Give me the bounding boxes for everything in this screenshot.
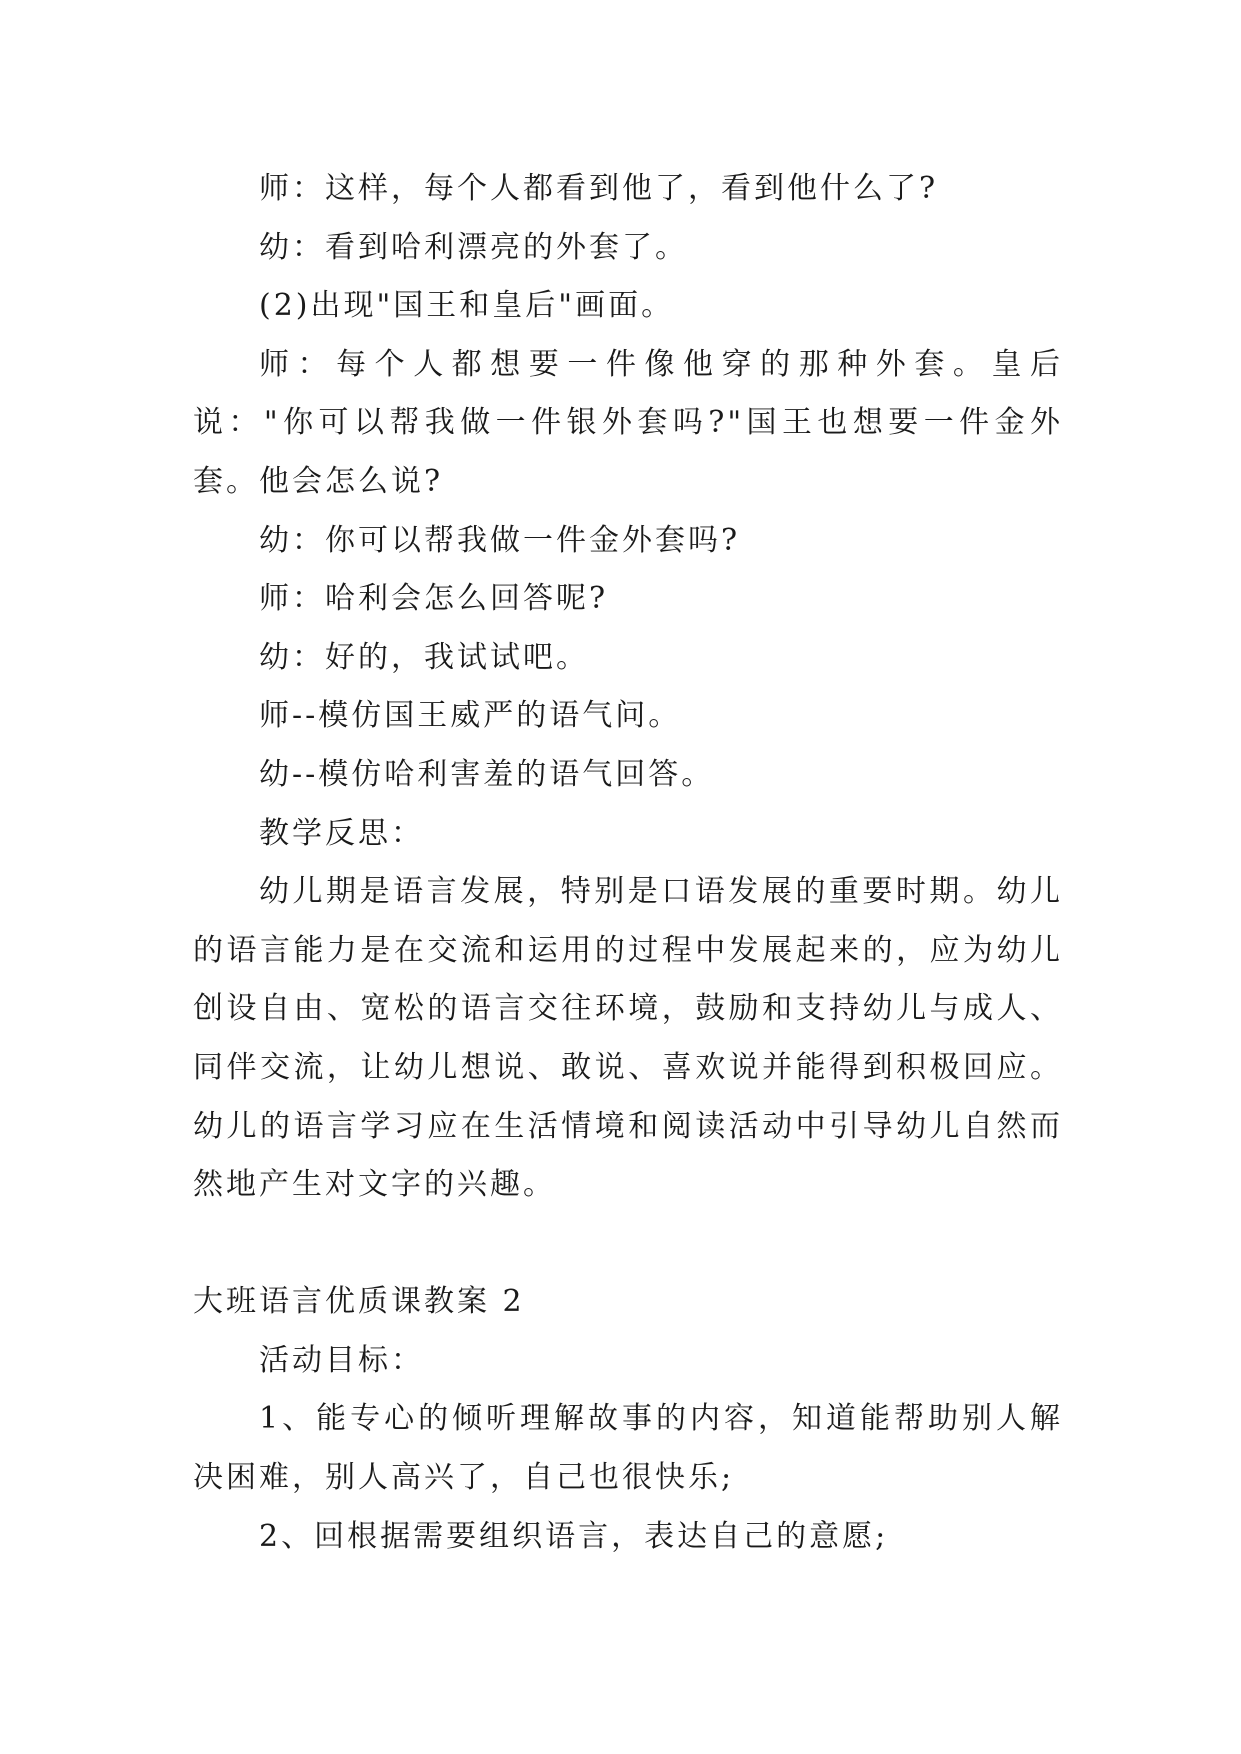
paragraph-teacher-prompt: 师：哈利会怎么回答呢? [259, 581, 609, 617]
paragraph-teacher-narration: 师：每个人都想要一件像他穿的那种外套。皇后说："你可以帮我做一件银外套吗?"国王也想要一件金外套。他会怎么说? [193, 346, 1063, 499]
paragraph-teacher-question: 师：这样，每个人都看到他了，看到他什么了? [259, 171, 939, 206]
paragraph-child-imitate: 幼--模仿哈利害羞的语气回答。 [259, 756, 715, 792]
paragraph-child-reply: 幼：好的，我试试吧。 [259, 639, 589, 675]
paragraph-scene-king-queen: (2)出现"国王和皇后"画面。 [259, 288, 675, 324]
paragraph-reflection-label: 教学反思： [259, 815, 424, 851]
paragraph-child-request: 幼：你可以帮我做一件金外套吗? [259, 522, 741, 558]
paragraph-child-answer: 幼：看到哈利漂亮的外套了。 [259, 229, 688, 265]
section-heading: 大班语言优质课教案 2 [193, 1284, 525, 1320]
paragraph-goal-1: 1、能专心的倾听理解故事的内容，知道能帮助别人解决困难，别人高兴了，自己也很快乐; [193, 1401, 1063, 1496]
paragraph-goals-label: 活动目标： [259, 1342, 424, 1378]
paragraph-goal-2: 2、回根据需要组织语言，表达自己的意愿; [259, 1518, 889, 1554]
document-body [193, 160, 1063, 1566]
paragraph-reflection-body: 幼儿期是语言发展，特别是口语发展的重要时期。幼儿的语言能力是在交流和运用的过程中发展起来的，应为幼儿创设自由、宽松的语言交往环境，鼓励和支持幼儿与成人、同伴交流，让幼儿想说、敢说、喜欢说并能得到积极回应。幼儿的语言学习应在生活情境和阅读活动中引导幼儿自然而然地产生对文字的兴趣。 [193, 874, 1063, 1203]
paragraph-teacher-imitate: 师--模仿国王威严的语气问。 [259, 698, 682, 734]
